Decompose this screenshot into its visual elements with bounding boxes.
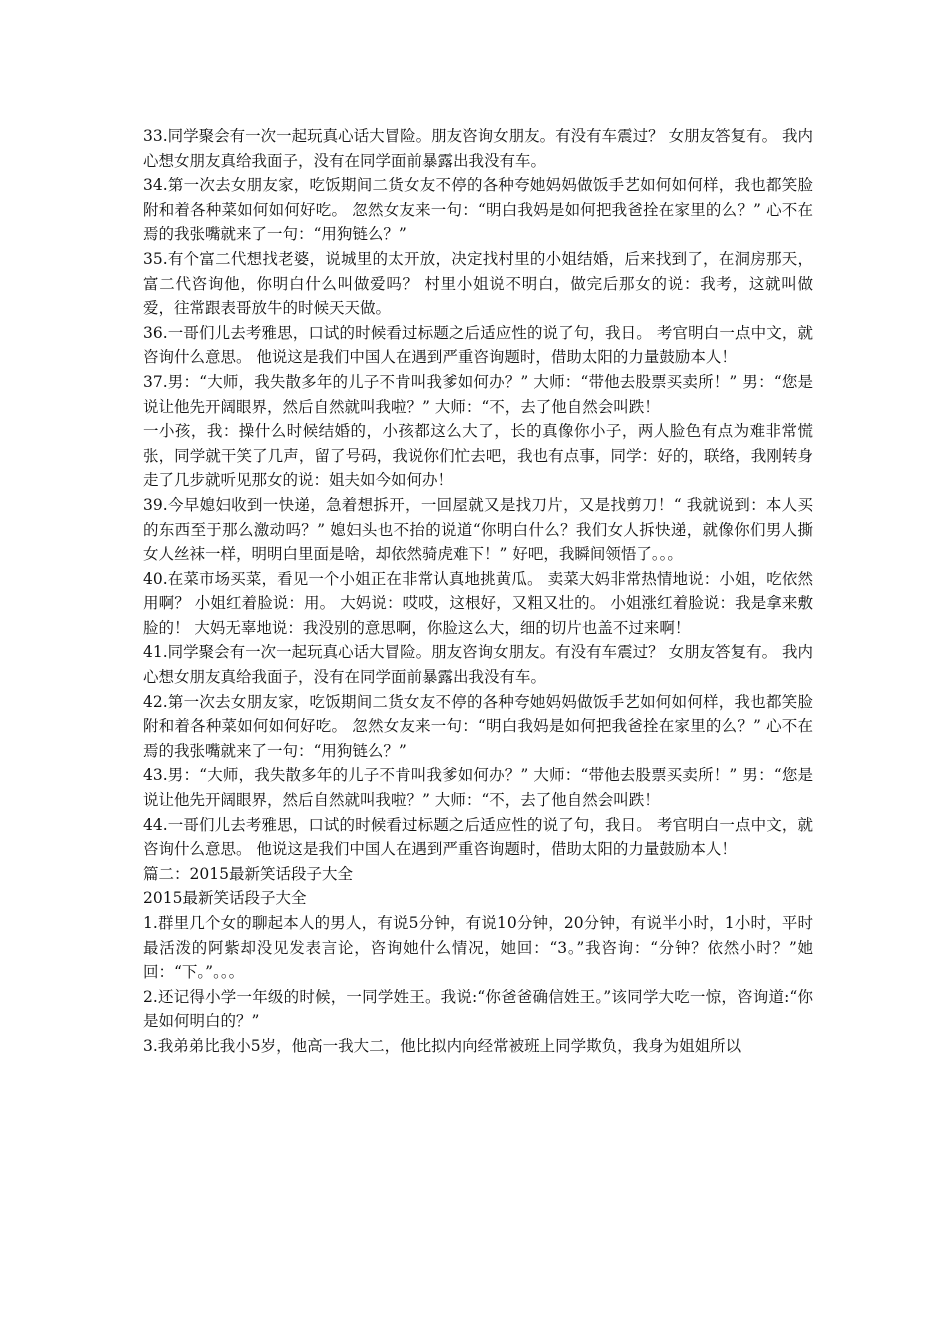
paragraph-joke-b2: 2.还记得小学一年级的时候，一同学姓王。我说:“你爸爸确信姓王。”该同学大吃一惊，咨询道:“你是如何明白的？”	[143, 987, 813, 1031]
paragraph-joke-42: 42.第一次去女朋友家，吃饭期间二货女友不停的各种夸她妈妈做饭手艺如何如何样，我也都笑脸附和着各种菜如何如何好吃。 忽然女友来一句：“明白我妈是如何把我爸拴在家里的么？” 心不在焉的我张嘴就来了一句：“用狗链么？”	[143, 692, 813, 760]
paragraph-joke-b3: 3.我弟弟比我小5岁，他高一我大二，他比拟内向经常被班上同学欺负，我身为姐姐所以	[143, 1036, 742, 1055]
paragraph-joke-43: 43.男：“大师，我失散多年的儿子不肯叫我爹如何办？” 大师：“带他去股票买卖所！” 男：“您是说让他先开阔眼界，然后自然就叫我啦？” 大师：“不，去了他自然会叫跌！	[143, 766, 813, 810]
paragraph-joke-36: 36.一哥们儿去考雅思，口试的时候看过标题之后适应性的说了句，我日。 考官明白一点中文，就咨询什么意思。 他说这是我们中国人在遇到严重咨询题时，借助太阳的力量鼓励本人！	[143, 323, 813, 367]
paragraph-joke-40: 40.在菜市场买菜，看见一个小姐正在非常认真地挑黄瓜。 卖菜大妈非常热情地说：小姐，吃依然用啊？ 小姐红着脸说：用。 大妈说：哎哎，这根好，又粗又壮的。 小姐涨红着脸说：我是拿来敷脸的！ 大妈无辜地说：我没别的意思啊，你脸这么大，细的切片也盖不过来啊！	[143, 569, 813, 637]
section-heading: 篇二：2015最新笑话段子大全	[143, 864, 353, 883]
paragraph-joke-44: 44.一哥们儿去考雅思，口试的时候看过标题之后适应性的说了句，我日。 考官明白一点中文，就咨询什么意思。 他说这是我们中国人在遇到严重咨询题时，借助太阳的力量鼓励本人！	[143, 815, 813, 859]
document-page	[143, 124, 813, 1059]
section-title: 2015最新笑话段子大全	[143, 889, 307, 908]
paragraph-joke-38-fragment: 一小孩，我：操什么时候结婚的，小孩都这么大了，长的真像你小子，两人脸色有点为难非常慌张，同学就干笑了几声，留了号码，我说你们忙去吧，我也有点事，同学：好的，联络，我刚转身走了几步就听见那女的说：姐夫如今如何办！	[143, 422, 813, 490]
paragraph-joke-37: 37.男：“大师，我失散多年的儿子不肯叫我爹如何办？” 大师：“带他去股票买卖所！” 男：“您是说让他先开阔眼界，然后自然就叫我啦？” 大师：“不，去了他自然会叫跌！	[143, 372, 813, 416]
paragraph-joke-41: 41.同学聚会有一次一起玩真心话大冒险。朋友咨询女朋友。有没有车震过？ 女朋友答复有。 我内心想女朋友真给我面子，没有在同学面前暴露出我没有车。	[143, 643, 814, 687]
paragraph-joke-b1: 1.群里几个女的聊起本人的男人，有说5分钟，有说10分钟，20分钟，有说半小时，1小时，平时最活泼的阿紫却没见发表言论，咨询她什么情况，她回：“3。”我咨询：“分钟？依然小时？”她回：“下。”。。。	[143, 914, 813, 982]
paragraph-joke-34: 34.第一次去女朋友家，吃饭期间二货女友不停的各种夸她妈妈做饭手艺如何如何样，我也都笑脸附和着各种菜如何如何好吃。 忽然女友来一句：“明白我妈是如何把我爸拴在家里的么？” 心不在焉的我张嘴就来了一句：“用狗链么？”	[143, 176, 813, 244]
paragraph-joke-33: 33.同学聚会有一次一起玩真心话大冒险。朋友咨询女朋友。有没有车震过？ 女朋友答复有。 我内心想女朋友真给我面子，没有在同学面前暴露出我没有车。	[143, 127, 814, 170]
paragraph-joke-39: 39.今早媳妇收到一快递，急着想拆开，一回屋就又是找刀片，又是找剪刀！“ 我就说到：本人买的东西至于那么激动吗？” 媳妇头也不抬的说道“你明白什么？我们女人拆快递，就像你们男人撕女人丝袜一样，明明白里面是啥，却依然骑虎难下！” 好吧，我瞬间领悟了。。。	[143, 495, 813, 564]
paragraph-joke-35: 35.有个富二代想找老婆，说城里的太开放，决定找村里的小姐结婚，后来找到了，在洞房那天，富二代咨询他，你明白什么叫做爱吗？ 村里小姐说不明白，做完后那女的说：我考，这就叫做爱，往常跟表哥放牛的时候天天做。	[143, 249, 813, 318]
